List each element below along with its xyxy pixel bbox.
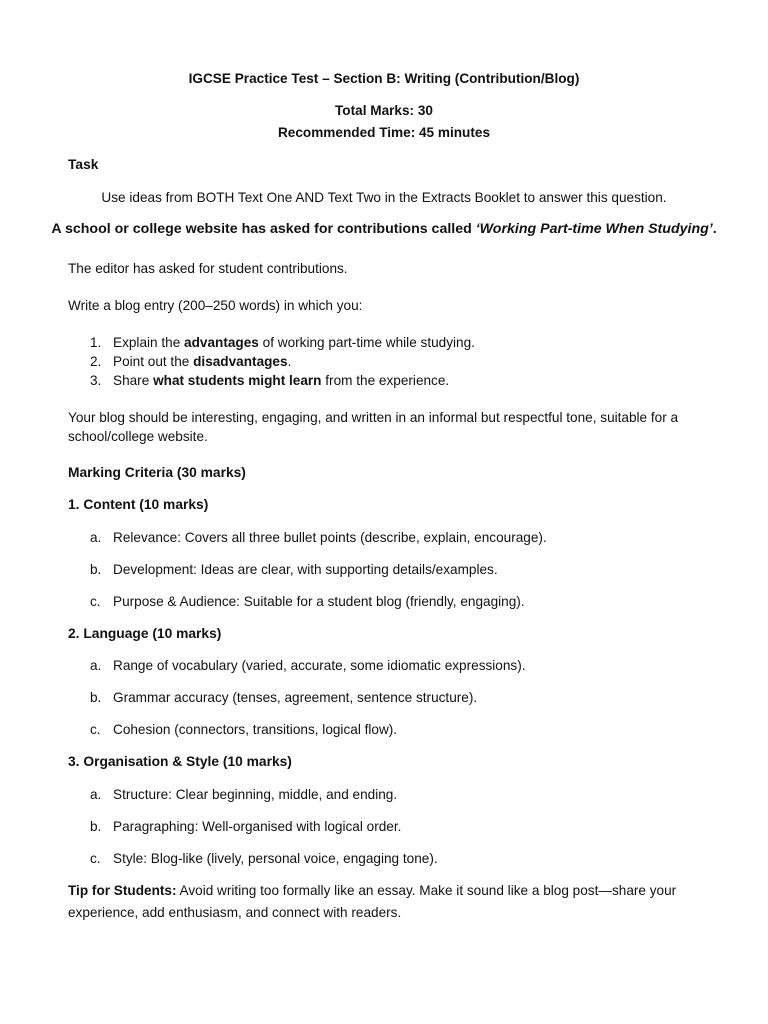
list-item-emphasis: what students might learn — [153, 373, 322, 388]
criterion-text: Style: Blog-like (lively, personal voice, engaging tone). — [113, 851, 438, 866]
tip-line-2: experience, add enthusiasm, and connect with readers. — [68, 905, 402, 920]
instruction-text: Use ideas from BOTH Text One AND Text Two in the Extracts Booklet to answer this question. — [101, 190, 667, 205]
tone-line-2: school/college website. — [68, 429, 208, 444]
tip-text-1: Avoid writing too formally like an essay. Make it sound like a blog post—share your — [176, 883, 677, 898]
criterion-marker: c. — [90, 851, 101, 866]
criterion-text: Range of vocabulary (varied, accurate, some idiomatic expressions). — [113, 658, 526, 673]
write-line: Write a blog entry (200–250 words) in which you: — [68, 298, 363, 313]
criterion-text: Paragraphing: Well-organised with logical order. — [113, 819, 402, 834]
list-marker: 1. — [90, 335, 102, 350]
criterion-text: Purpose & Audience: Suitable for a student blog (friendly, engaging). — [113, 594, 525, 609]
total-marks: Total Marks: 30 — [335, 103, 433, 118]
list-item-post: of working part-time while studying. — [258, 335, 475, 350]
task-prompt-lead: A school or college website has asked for contributions called — [51, 221, 476, 237]
criterion-item — [0, 530, 768, 550]
list-item-text — [113, 354, 291, 369]
list-item-pre: Point out the — [113, 354, 194, 369]
criterion-marker: b. — [90, 819, 102, 834]
criterion-marker: b. — [90, 562, 102, 577]
criterion-text: Development: Ideas are clear, with supporting details/examples. — [113, 562, 498, 577]
criterion-marker: c. — [90, 594, 101, 609]
list-item-post: from the experience. — [321, 373, 450, 388]
criterion-marker: a. — [90, 658, 102, 673]
criterion-marker: c. — [90, 722, 101, 737]
tone-line-1: Your blog should be interesting, engaging, and written in an informal but respectful tone, suitable for a — [68, 410, 679, 425]
list-marker: 3. — [90, 373, 102, 388]
list-marker: 2. — [90, 354, 102, 369]
criterion-item — [0, 819, 768, 839]
list-item-emphasis: advantages — [184, 335, 259, 350]
list-item — [0, 373, 768, 393]
list-item-pre: Explain the — [113, 335, 185, 350]
list-item-pre: Share — [113, 373, 154, 388]
list-item — [0, 335, 768, 355]
criterion-item — [0, 851, 768, 871]
section-heading-language: 2. Language (10 marks) — [68, 626, 222, 641]
criterion-marker: b. — [90, 690, 102, 705]
criterion-item — [0, 787, 768, 807]
criterion-marker: a. — [90, 530, 102, 545]
task-heading: Task — [68, 157, 99, 172]
list-item-post: . — [287, 354, 292, 369]
editor-line: The editor has asked for student contributions. — [68, 261, 348, 276]
document-title: IGCSE Practice Test – Section B: Writing (Contribution/Blog) — [188, 71, 580, 86]
list-item-text — [113, 373, 449, 388]
criterion-text: Grammar accuracy (tenses, agreement, sentence structure). — [113, 690, 478, 705]
criterion-text: Relevance: Covers all three bullet points (describe, explain, encourage). — [113, 530, 547, 545]
tip-line-1 — [68, 883, 708, 898]
section-heading-organisation: 3. Organisation & Style (10 marks) — [68, 754, 292, 769]
criterion-marker: a. — [90, 787, 102, 802]
criterion-item — [0, 562, 768, 582]
recommended-time: Recommended Time: 45 minutes — [277, 125, 491, 140]
criterion-item — [0, 690, 768, 710]
criterion-text: Structure: Clear beginning, middle, and ending. — [113, 787, 398, 802]
criterion-item — [0, 658, 768, 678]
criterion-text: Cohesion (connectors, transitions, logical flow). — [113, 722, 398, 737]
criterion-item — [0, 722, 768, 742]
tip-label: Tip for Students: — [68, 883, 177, 898]
list-item-text — [113, 335, 475, 350]
list-item — [0, 354, 768, 374]
list-item-emphasis: disadvantages — [193, 354, 288, 369]
task-prompt-title: ‘Working Part-time When Studying’ — [475, 221, 713, 237]
criterion-item — [0, 594, 768, 614]
task-prompt-end: . — [712, 221, 717, 237]
task-prompt — [0, 221, 768, 237]
section-heading-content: 1. Content (10 marks) — [68, 497, 209, 512]
criteria-heading: Marking Criteria (30 marks) — [68, 465, 246, 480]
